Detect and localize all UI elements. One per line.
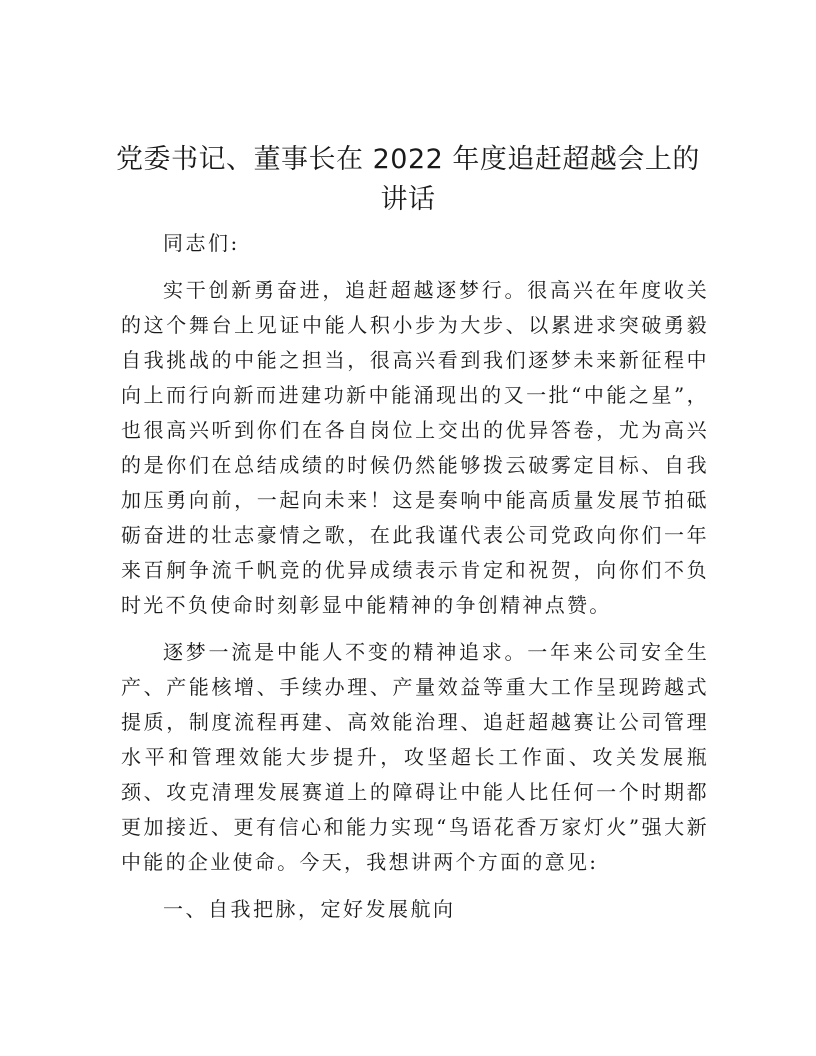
paragraph-2: 逐梦一流是中能人不变的精神追求。一年来公司安全生产、产能核增、手续办理、产量效益等重大工作呈现跨越式提质，制度流程再建、高效能治理、追赶超越赛让公司管理水平和管理效能大步提升，攻坚超长工作面、攻关发展瓶颈、攻克清理发展赛道上的障碍让中能人比任何一个时期都更加接近、更有信心和能力实现“鸟语花香万家灯火”强大新中能的企业使命。今天，我想讲两个方面的意见:	[121, 640, 709, 874]
paragraph-1: 实干创新勇奋进，追赶超越逐梦行。很高兴在年度收关的这个舞台上见证中能人积小步为大步、以累进求突破勇毅自我挑战的中能之担当，很高兴看到我们逐梦未来新征程中向上而行向新而进建功新中能涌现出的又一批“中能之星”，也很高兴听到你们在各自岗位上交出的优异答卷，尤为高兴的是你们在总结成绩的时候仍然能够拨云破雾定目标、自我加压勇向前，一起向未来！这是奏响中能高质量发展节拍砥砺奋进的壮志豪情之歌，在此我谨代表公司党政向你们一年来百舸争流千帆竞的优异成绩表示肯定和祝贺，向你们不负时光不负使命时刻彰显中能精神的争创精神点赞。	[121, 278, 709, 617]
section-heading: 一、自我把脉，定好发展航向	[163, 897, 456, 921]
document-body	[121, 226, 709, 927]
salutation: 同志们:	[163, 231, 240, 255]
document-title: 党委书记、董事长在 2022 年度追赶超越会上的讲话	[116, 144, 700, 215]
